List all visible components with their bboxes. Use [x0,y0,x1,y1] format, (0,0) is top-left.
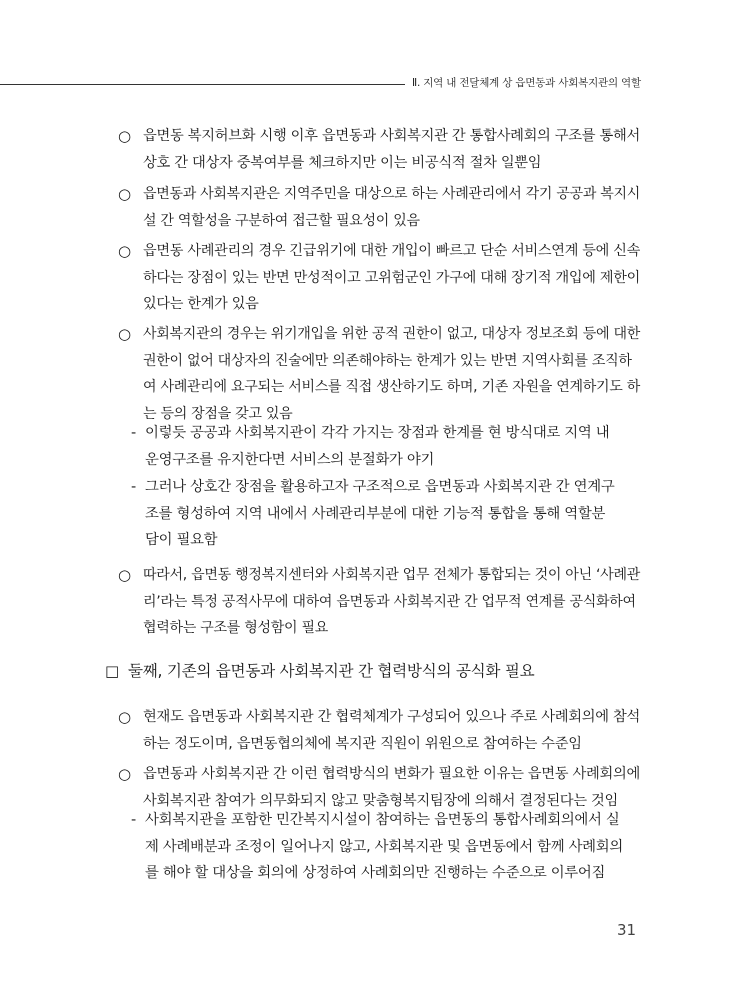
circle-bullet-marker: ○ [118,325,132,343]
text-line: 운영구조를 유지한다면 서비스의 분절화가 야기 [145,451,435,468]
text-line: 읍면동 복지허브화 시행 이후 읍면동과 사회복지관 간 통합사례회의 구조를 통해서 [143,128,641,144]
paragraph [143,704,644,757]
paragraph [143,181,653,234]
circle-bullet-marker: ○ [118,566,132,584]
text-line: 여 사례관리에 요구되는 서비스를 직접 생산하기도 하며, 기존 자원을 연계하기도 하 [143,379,640,395]
circle-bullet-marker: ○ [118,185,132,203]
paragraph [143,123,644,176]
text-line: 설 간 역할성을 구분하여 접근할 필요성이 있음 [143,212,420,229]
circle-bullet-marker: ○ [118,765,132,783]
text-line: 읍면동 사례관리의 경우 긴급위기에 대한 개입이 빠르고 단순 서비스연계 등에 신속 [143,243,641,259]
text-line: 는 등의 장점을 갖고 있음 [143,405,293,422]
page-number: 31 [617,921,637,939]
paragraph [143,321,652,427]
header-rule [0,84,405,85]
text-line: 있다는 한계가 있음 [143,296,259,312]
text-line: 사회복지관 참여가 의무화되지 않고 맞춤형복지팀장에 의해서 결정된다는 것임 [143,792,619,809]
text-line: 현재도 읍면동과 사회복지관 간 협력체계가 구성되어 있으나 주로 사례회의에 참석 [143,709,641,725]
text-line: 하다는 장점이 있는 반면 만성적이고 고위험군인 가구에 대해 장기적 개입에 제한이 [143,269,641,286]
text-line: 이렇듯 공공과 사회복지관이 각각 가지는 장점과 한계를 현 방식대로 지역 내 [145,425,610,441]
text-line: 권한이 없어 대상자의 진술에만 의존해야하는 한계가 있는 반면 지역사회를 조직하 [143,352,632,369]
sub-paragraph [145,807,623,887]
circle-bullet-marker: ○ [118,708,132,726]
text-line: 그러나 상호간 장점을 활용하고자 구조적으로 읍면동과 사회복지관 간 연계구 [145,479,615,495]
sub-paragraph [145,420,609,473]
text-line: 상호 간 대상자 중복여부를 체크하지만 이는 비공식적 절차 일뿐임 [143,154,542,171]
square-bullet-marker: □ [105,662,120,680]
text-line: 사회복지관을 포함한 민간복지시설이 참여하는 읍면동의 통합사례회의에서 실 [145,812,620,828]
text-line: 리’라는 특정 공적사무에 대하여 읍면동과 사회복지관 간 업무적 연계를 공식화하여 [143,593,636,610]
paragraph [143,562,652,642]
paragraph [143,238,648,318]
text-line: 제 사례배분과 조정이 일어나지 않고, 사회복지관 및 읍면동에서 함께 사례회의 [145,838,623,855]
dash-bullet-marker: - [131,425,137,441]
dash-bullet-marker: - [131,812,137,828]
running-header-title: Ⅱ. 지역 내 전달체계 상 읍면동과 사회복지관의 역할 [412,77,641,89]
text-line: 따라서, 읍면동 행정복지센터와 사회복지관 업무 전체가 통합되는 것이 아닌 ‘사례관 [143,567,640,583]
text-line: 협력하는 구조를 형성함이 필요 [143,620,329,636]
text-line: 담이 필요함 [145,532,218,548]
text-line: 하는 정도이며, 읍면동협의체에 복지관 직원이 위원으로 참여하는 수준임 [143,735,582,752]
circle-bullet-marker: ○ [118,242,132,260]
text-line: 사회복지관의 경우는 위기개입을 위한 공적 권한이 없고, 대상자 정보조회 등에 대한 [143,326,640,342]
text-line: 읍면동과 사회복지관 간 이런 협력방식의 변화가 필요한 이유는 읍면동 사례회의에 [143,766,641,782]
sub-paragraph [145,474,614,554]
text-line: 를 해야 할 대상을 회의에 상정하여 사례회의만 진행하는 수준으로 이루어짐 [145,865,606,881]
text-line: 조를 형성하여 지역 내에서 사례관리부분에 대한 기능적 통합을 통해 역할분 [145,505,606,522]
dash-bullet-marker: - [131,479,137,495]
text-line: 읍면동과 사회복지관은 지역주민을 대상으로 하는 사례관리에서 각기 공공과 복지시 [143,186,640,202]
section-heading: 둘째, 기존의 읍면동과 사회복지관 간 협력방식의 공식화 필요 [128,662,535,680]
circle-bullet-marker: ○ [118,127,132,145]
